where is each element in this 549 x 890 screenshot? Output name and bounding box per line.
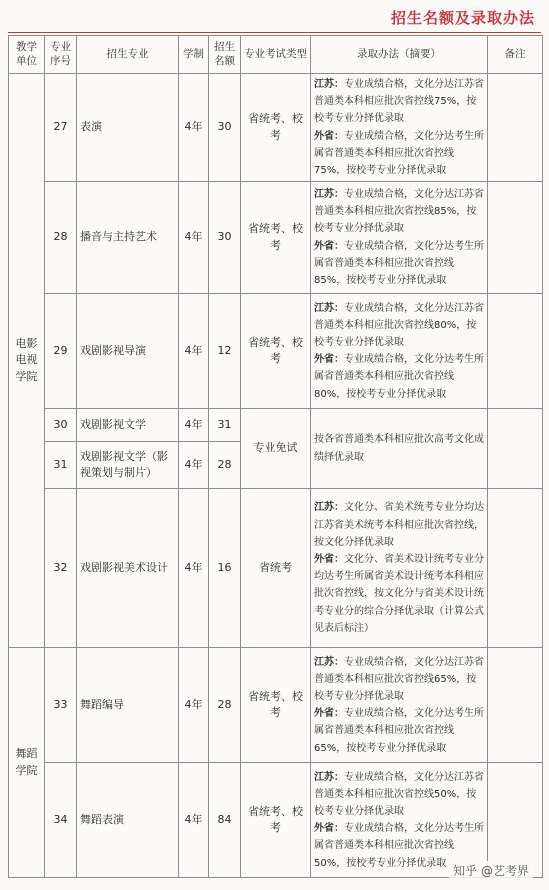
major-name: 舞蹈表演 (77, 763, 179, 878)
method-label: 外省： (314, 240, 344, 252)
major-name: 表演 (77, 74, 179, 182)
exam-type: 省统考、校考 (241, 74, 311, 182)
study-years: 4年 (179, 763, 209, 878)
method-line (314, 238, 484, 290)
table-row (9, 489, 543, 648)
admission-method (311, 648, 488, 763)
exam-type: 省统考、校考 (241, 294, 311, 409)
admission-method: 按各省普通类本科相应批次高考文化成绩择优录取 (311, 409, 488, 489)
method-line (314, 186, 484, 238)
method-line (314, 705, 484, 757)
table-header-row (9, 36, 543, 74)
column-header: 招生名额 (209, 36, 241, 74)
table-row (9, 182, 543, 294)
method-label: 外省： (314, 708, 344, 720)
method-text: 专业成绩合格，文化分达考生所属省普通类本科相应批次省控线80%，按校考专业分择优录取 (314, 354, 484, 400)
method-text: 专业成绩合格，文化分达考生所属省普通类本科相应批次省控线65%，按校考专业分择优录取 (314, 708, 484, 754)
page-title: 招生名额及录取办法 (390, 9, 535, 27)
column-header: 录取办法（摘要） (311, 36, 488, 74)
major-number: 31 (45, 442, 77, 489)
teaching-unit-cell: 电影电视学院 (9, 74, 45, 648)
method-line (314, 654, 484, 706)
quota: 84 (209, 763, 241, 878)
method-line (314, 300, 484, 352)
column-header: 学制 (179, 36, 209, 74)
method-label: 江苏： (314, 656, 344, 668)
study-years: 4年 (179, 294, 209, 409)
major-number: 32 (45, 489, 77, 648)
teaching-unit-cell: 舞蹈学院 (9, 648, 45, 878)
major-number: 30 (45, 409, 77, 442)
method-label: 外省： (314, 130, 344, 142)
method-text: 专业成绩合格，文化分达考生所属省普通类本科相应批次省控线50%，按校考专业分择优录取 (314, 823, 484, 869)
method-label: 江苏： (314, 189, 344, 201)
remarks-cell (488, 489, 543, 648)
exam-type: 专业免试 (241, 409, 311, 489)
method-text: 专业成绩合格，文化分达江苏省普通类本科相应批次省控线50%，按校考专业分择优录取 (314, 771, 484, 817)
major-name: 戏剧影视文学 (77, 409, 179, 442)
quota: 31 (209, 409, 241, 442)
exam-type: 省统考、校考 (241, 648, 311, 763)
quota: 28 (209, 442, 241, 489)
method-label: 江苏： (314, 771, 344, 783)
method-text: 文化分、省美术统考专业分均达江苏省美术统考本科相应批次省控线，按文化分择优录取 (314, 502, 484, 548)
method-label: 江苏： (314, 79, 344, 90)
remarks-cell (488, 74, 543, 182)
quota: 16 (209, 489, 241, 648)
method-text: 专业成绩合格，文化分达考生所属省普通类本科相应批次省控线75%，按校考专业分择优录取 (314, 130, 484, 176)
remarks-cell (488, 182, 543, 294)
method-line (314, 499, 484, 551)
method-line (314, 76, 484, 128)
column-header: 教学单位 (9, 36, 45, 74)
quota: 28 (209, 648, 241, 763)
method-text: 专业成绩合格，文化分达江苏省普通类本科相应批次省控线85%，按校考专业分择优录取 (314, 189, 484, 235)
column-header: 专业序号 (45, 36, 77, 74)
admission-method (311, 489, 488, 648)
quota: 30 (209, 74, 241, 182)
admission-method (311, 74, 488, 182)
method-label: 外省： (314, 354, 344, 366)
major-number: 27 (45, 74, 77, 182)
major-number: 29 (45, 294, 77, 409)
column-header: 专业考试类型 (241, 36, 311, 74)
method-text: 专业成绩合格，文化分达江苏省普通类本科相应批次省控线80%，按校考专业分择优录取 (314, 302, 484, 348)
quota: 12 (209, 294, 241, 409)
header-rule (8, 32, 541, 33)
table-row (9, 409, 543, 442)
method-text: 专业成绩合格，文化分达江苏省普通类本科相应批次省控线75%，按校考专业分择优录取 (314, 79, 484, 125)
exam-type: 省统考、校考 (241, 763, 311, 878)
column-header: 备注 (488, 36, 543, 74)
method-text: 专业成绩合格，文化分达考生所属省普通类本科相应批次省控线85%，按校考专业分择优录取 (314, 240, 484, 286)
major-name: 戏剧影视文学（影视策划与制片） (77, 442, 179, 489)
method-label: 外省： (314, 823, 344, 835)
study-years: 4年 (179, 409, 209, 442)
page-header (0, 0, 549, 32)
quota: 30 (209, 182, 241, 294)
study-years: 4年 (179, 442, 209, 489)
method-text: 专业成绩合格，文化分达江苏省普通类本科相应批次省控线65%，按校考专业分择优录取 (314, 656, 484, 702)
method-text: 文化分、省美术设计统考专业分均达考生所属省美术设计统考本科相应批次省控线，按文化分与省美术设计统考专业分的综合分择优录取（计算公式见表后标注） (314, 553, 484, 634)
study-years: 4年 (179, 182, 209, 294)
column-header: 招生专业 (77, 36, 179, 74)
major-name: 播音与主持艺术 (77, 182, 179, 294)
remarks-cell (488, 294, 543, 409)
admission-method (311, 182, 488, 294)
remarks-cell (488, 648, 543, 763)
study-years: 4年 (179, 648, 209, 763)
study-years: 4年 (179, 489, 209, 648)
method-label: 江苏： (314, 302, 344, 314)
remarks-cell (488, 409, 543, 489)
major-number: 34 (45, 763, 77, 878)
exam-type: 省统考、校考 (241, 182, 311, 294)
major-number: 28 (45, 182, 77, 294)
method-label: 江苏： (314, 502, 344, 514)
exam-type: 省统考 (241, 489, 311, 648)
table-row (9, 74, 543, 182)
admissions-table (8, 35, 543, 878)
method-label: 外省： (314, 553, 344, 565)
major-name: 戏剧影视导演 (77, 294, 179, 409)
major-name: 戏剧影视美术设计 (77, 489, 179, 648)
method-line (314, 128, 484, 180)
major-name: 舞蹈编导 (77, 648, 179, 763)
admission-method (311, 294, 488, 409)
watermark: 知乎 @艺考界 (449, 861, 533, 880)
method-line (314, 769, 484, 821)
study-years: 4年 (179, 74, 209, 182)
method-line (314, 351, 484, 403)
method-line (314, 551, 484, 637)
major-number: 33 (45, 648, 77, 763)
table-row (9, 648, 543, 763)
table-row (9, 294, 543, 409)
